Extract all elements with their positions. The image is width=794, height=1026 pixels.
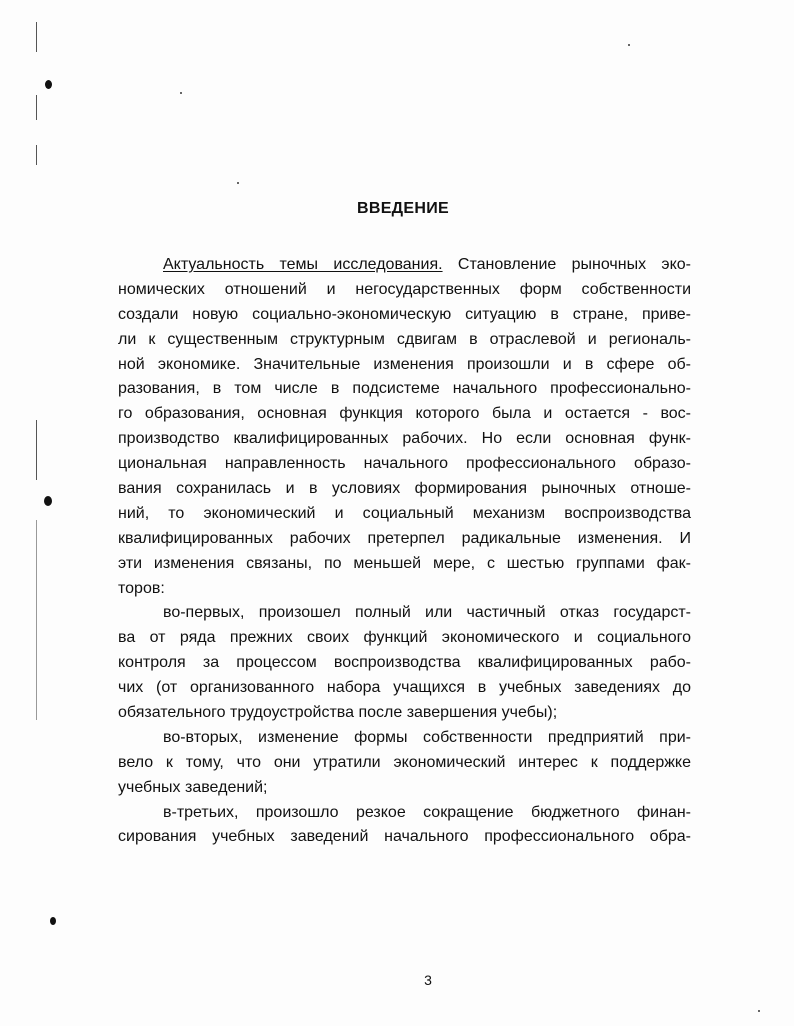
topic-relevance-heading: Актуальность темы исследования. — [163, 256, 443, 273]
scan-speck — [180, 92, 182, 94]
paragraph-line: в-третьих, произошло резкое сокращение бюджетного финан- — [163, 803, 691, 821]
paragraph-line: эти изменения связаны, по меньшей мере, с шестью группами фак- — [118, 554, 691, 572]
scan-margin-line — [36, 95, 37, 120]
scan-blot — [45, 80, 52, 89]
scan-blot — [50, 917, 56, 925]
paragraph-line: создали новую социально-экономическую ситуацию в стране, приве- — [118, 305, 691, 323]
paragraph-line: производство квалифицированных рабочих. Но если основная функ- — [118, 430, 691, 448]
paragraph-line: во-вторых, изменение формы собственности предприятий при- — [163, 728, 691, 746]
paragraph-line: Актуальность темы исследования. Становление рыночных эко- — [163, 256, 692, 273]
paragraph-line: обязательного трудоустройства после завершения учебы); — [118, 704, 558, 722]
body-text — [118, 253, 691, 850]
paragraph-line: циональная направленность начального профессионального образо- — [118, 455, 691, 473]
scan-margin-line — [36, 22, 37, 52]
paragraph-line: номических отношений и негосударственных форм собственности — [118, 280, 691, 298]
paragraph-line: ний, то экономический и социальный механизм воспроизводства — [118, 504, 691, 522]
page-title: ВВЕДЕНИЕ — [357, 200, 449, 217]
paragraph-line: учебных заведений; — [118, 778, 268, 796]
paragraph-line: ва от ряда прежних своих функций экономического и социального — [118, 629, 691, 647]
scan-speck — [758, 1010, 760, 1012]
scan-margin-line — [36, 420, 37, 480]
paragraph-line: ной экономике. Значительные изменения произошли и в сфере об- — [118, 355, 691, 373]
scan-blot — [44, 496, 52, 506]
paragraph-line: торов: — [118, 579, 165, 597]
scan-speck — [237, 182, 239, 184]
page-number: 3 — [424, 972, 432, 988]
paragraph-line: сирования учебных заведений начального профессионального обра- — [118, 828, 691, 846]
paragraph-line: квалифицированных рабочих претерпел радикальные изменения. И — [118, 529, 691, 547]
paragraph-line: вело к тому, что они утратили экономический интерес к поддержке — [118, 753, 691, 771]
scan-margin-line — [36, 520, 37, 720]
paragraph-line: го образования, основная функция которого была и остается - вос- — [118, 405, 691, 423]
scan-speck — [628, 44, 630, 46]
paragraph-line: ли к существенным структурным сдвигам в отраслевой и региональ- — [118, 330, 691, 348]
paragraph-line: контроля за процессом воспроизводства квалифицированных рабо- — [118, 654, 691, 672]
paragraph-line: вания сохранилась и в условиях формирования рыночных отноше- — [118, 480, 691, 498]
scan-margin-line — [36, 145, 37, 165]
paragraph-line: чих (от организованного набора учащихся в учебных заведениях до — [118, 679, 691, 697]
paragraph-line: во-первых, произошел полный или частичный отказ государст- — [163, 604, 691, 622]
paragraph-line: разования, в том числе в подсистеме начального профессионально- — [118, 380, 691, 398]
